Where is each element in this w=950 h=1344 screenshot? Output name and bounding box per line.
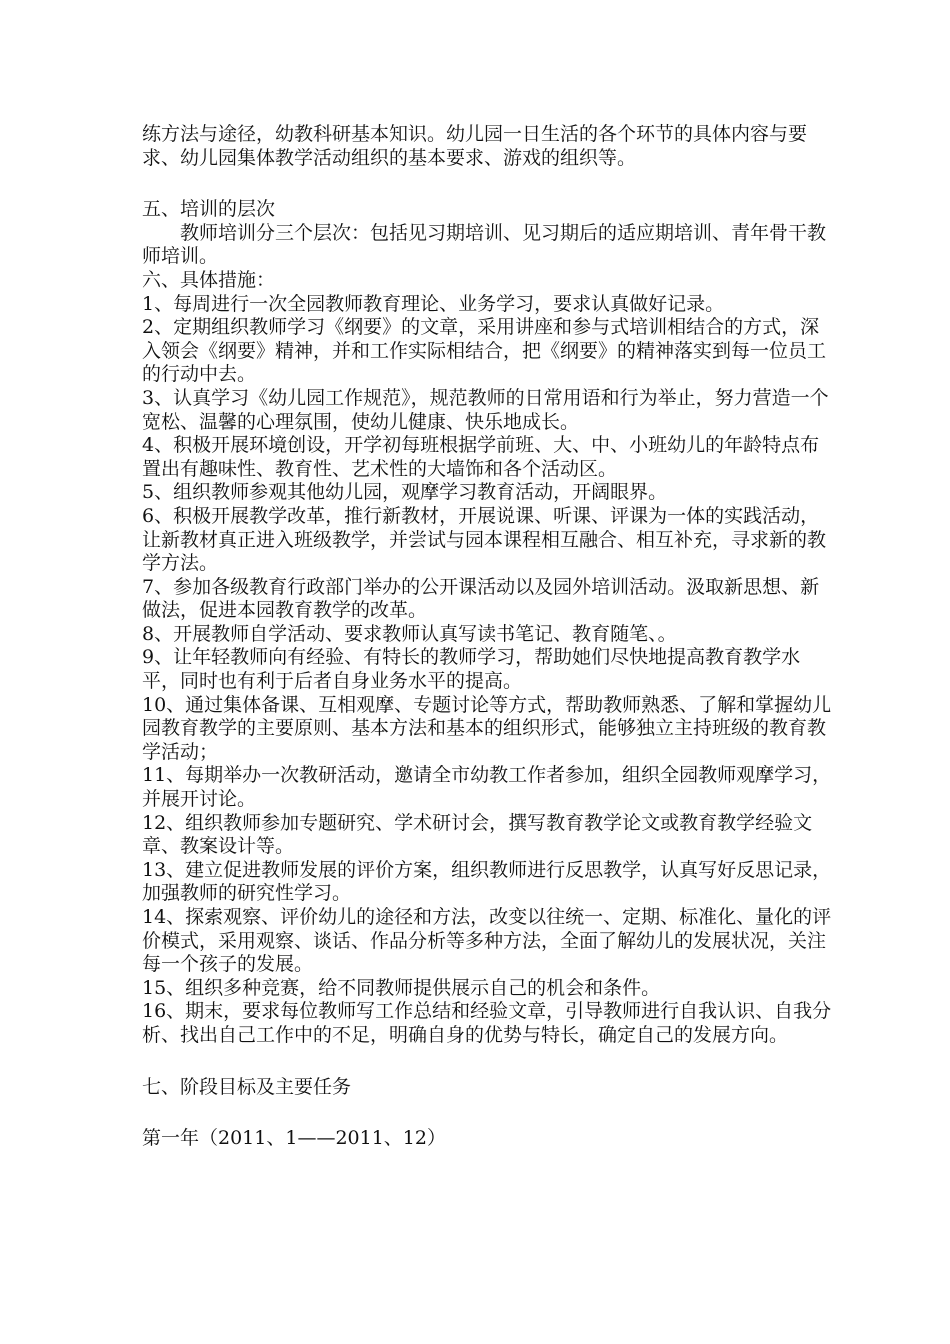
intro-paragraph: 练方法与途径，幼教科研基本知识。幼儿园一日生活的各个环节的具体内容与要求、幼儿园集体教学活动组织的基本要求、游戏的组织等。 [142,123,808,169]
measure-item: 16、期末，要求每位教师写工作总结和经验文章，引导教师进行自我认识、自我分析、找出自己工作中的不足，明确自身的优势与特长，确定自己的发展方向。 [142,1000,832,1046]
measure-item: 4、积极开展环境创设，开学初每班根据学前班、大、中、小班幼儿的年龄特点布置出有趣味性、教育性、艺术性的大墙饰和各个活动区。 [142,434,820,480]
measure-item: 13、建立促进教师发展的评价方案，组织教师进行反思教学，认真写好反思记录，加强教师的研究性学习。 [142,858,832,905]
measure-item: 12、组织教师参加专题研究、学术研讨会，撰写教育教学论文或教育教学经验文章、教案设计等。 [142,811,813,858]
measure-item: 15、组织多种竞赛，给不同教师提供展示自己的机会和条件。 [142,976,661,999]
section-5-heading: 五、培训的层次 [142,198,276,221]
measure-item: 10、通过集体备课、互相观摩、专题讨论等方式，帮助教师熟悉、了解和掌握幼儿园教育教学的主要原则、基本方法和基本的组织形式，能够独立主持班级的教育教学活动； [142,693,832,763]
measure-item: 6、积极开展教学改革，推行新教材，开展说课、听课、评课为一体的实践活动，让新教材真正进入班级教学，并尝试与园本课程相互融合、相互补充，寻求新的教学方法。 [142,504,827,575]
document-body [142,123,832,1151]
year-one-heading: 第一年（2011、1——2011、12） [142,1127,446,1150]
measure-item: 7、参加各级教育行政部门举办的公开课活动以及园外培训活动。汲取新思想、新做法，促进本园教育教学的改革。 [142,575,820,622]
section-7-heading: 七、阶段目标及主要任务 [142,1075,352,1098]
measure-item: 5、组织教师参观其他幼儿园，观摩学习教育活动，开阔眼界。 [142,481,668,504]
measure-item: 1、每周进行一次全园教师教育理论、业务学习，要求认真做好记录。 [142,292,725,315]
measure-item: 3、认真学习《幼儿园工作规范》，规范教师的日常用语和行为举止，努力营造一个宽松、温馨的心理氛围，使幼儿健康、快乐地成长。 [142,386,829,433]
measure-item: 11、每期举办一次教研活动，邀请全市幼教工作者参加，组织全园教师观摩学习，并展开讨论。 [142,764,832,811]
section-5-body: 教师培训分三个层次：包括见习期培训、见习期后的适应期培训、青年骨干教师培训。 [142,221,827,268]
measure-item: 2、定期组织教师学习《纲要》的文章，采用讲座和参与式培训相结合的方式，深入领会《纲要》精神，并和工作实际相结合，把《纲要》的精神落实到每一位员工的行动中去。 [142,316,827,386]
measure-item: 8、开展教师自学活动、要求教师认真写读书笔记、教育随笔、。 [142,622,677,645]
measure-item: 9、让年轻教师向有经验、有特长的教师学习，帮助她们尽快地提高教育教学水平，同时也有利于后者自身业务水平的提高。 [142,646,801,693]
measure-item: 14、探索观察、评价幼儿的途径和方法，改变以往统一、定期、标准化、量化的评价模式，采用观察、谈话、作品分析等多种方法，全面了解幼儿的发展状况，关注每一个孩子的发展。 [142,906,832,976]
section-6-heading: 六、具体措施： [142,268,276,291]
